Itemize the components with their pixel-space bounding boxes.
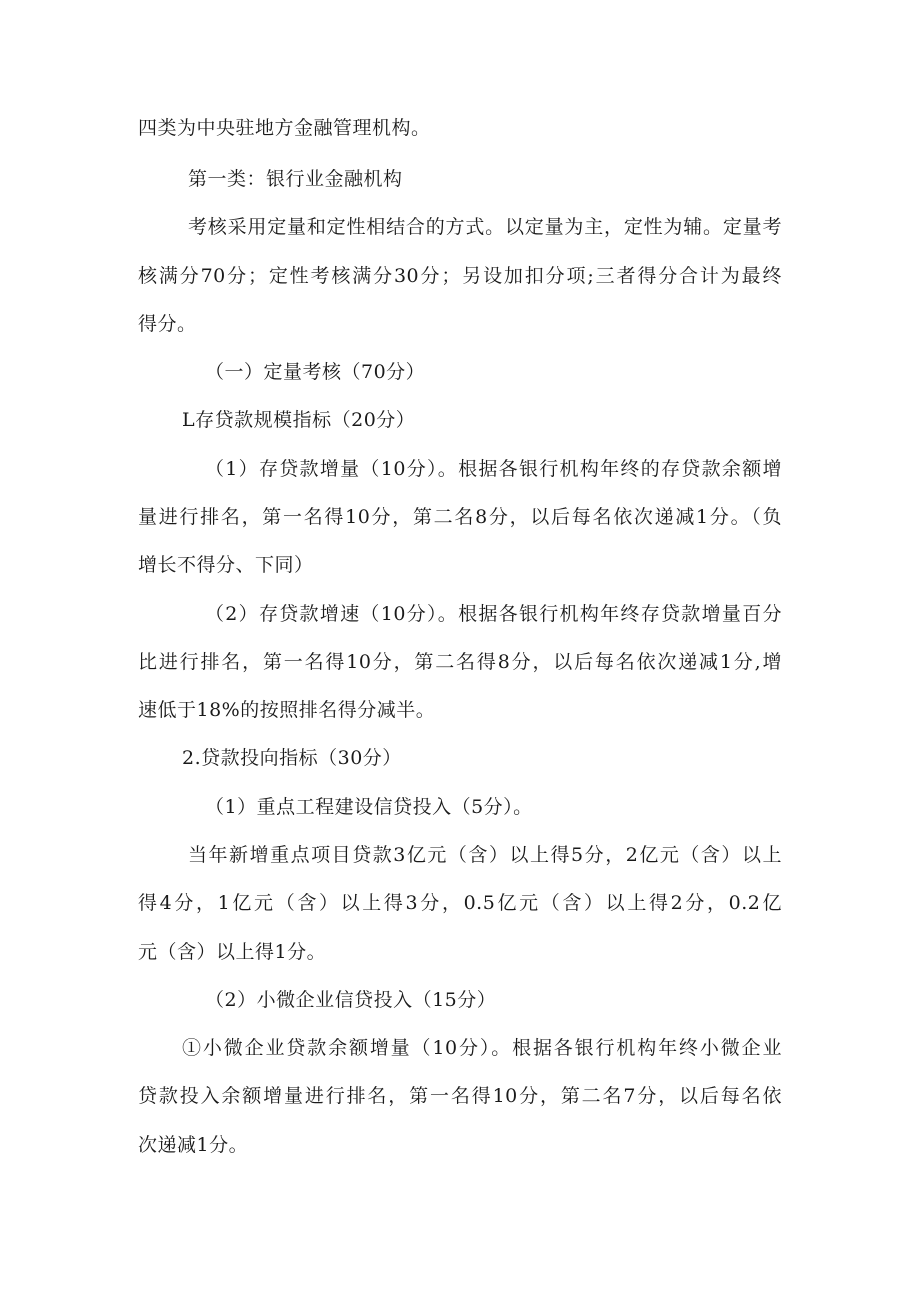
text-line-1: 四类为中央驻地方金融管理机构。 — [138, 117, 431, 139]
subheading-loan-direction: 2.贷款投向指标（30分） — [182, 747, 402, 769]
text-line-17: 得4分，1亿元（含）以上得3分，0.5亿元（含）以上得2分，0.2亿 — [138, 892, 782, 914]
text-line-15: （1）重点工程建设信贷投入（5分）。 — [205, 796, 533, 818]
text-line-19: （2）小微企业信贷投入（15分） — [205, 989, 497, 1011]
text-line-3: 考核采用定量和定性相结合的方式。以定量为主，定性为辅。定量考 — [188, 216, 782, 238]
text-line-8: （1）存贷款增量（10分）。根据各银行机构年终的存贷款余额增 — [205, 458, 782, 480]
text-line-10: 增长不得分、下同） — [138, 554, 314, 576]
text-line-20: ①小微企业贷款余额增量（10分）。根据各银行机构年终小微企业 — [182, 1037, 782, 1059]
text-line-9: 量进行排名，第一名得10分，第二名8分，以后每名依次递减1分。（负 — [138, 506, 782, 528]
text-line-22: 次递减1分。 — [138, 1134, 249, 1156]
text-line-16: 当年新增重点项目贷款3亿元（含）以上得5分，2亿元（含）以上 — [188, 844, 782, 866]
subheading-deposit-loan-scale: L存贷款规模指标（20分） — [182, 409, 416, 431]
text-line-4: 核满分70分；定性考核满分30分；另设加扣分项;三者得分合计为最终 — [138, 265, 782, 287]
text-line-18: 元（含）以上得1分。 — [138, 941, 327, 963]
text-line-11: （2）存贷款增速（10分）。根据各银行机构年终存贷款增量百分 — [205, 603, 782, 625]
text-line-21: 贷款投入余额增量进行排名，第一名得10分，第二名7分，以后每名依 — [138, 1085, 782, 1107]
section-heading-quantitative: （一）定量考核（70分） — [205, 361, 426, 383]
text-line-5: 得分。 — [138, 313, 197, 335]
text-line-13: 速低于18%的按照排名得分减半。 — [138, 699, 436, 721]
section-heading-category-one: 第一类：银行业金融机构 — [188, 168, 403, 190]
text-line-12: 比进行排名，第一名得10分，第二名得8分，以后每名依次递减1分,增 — [138, 651, 782, 673]
